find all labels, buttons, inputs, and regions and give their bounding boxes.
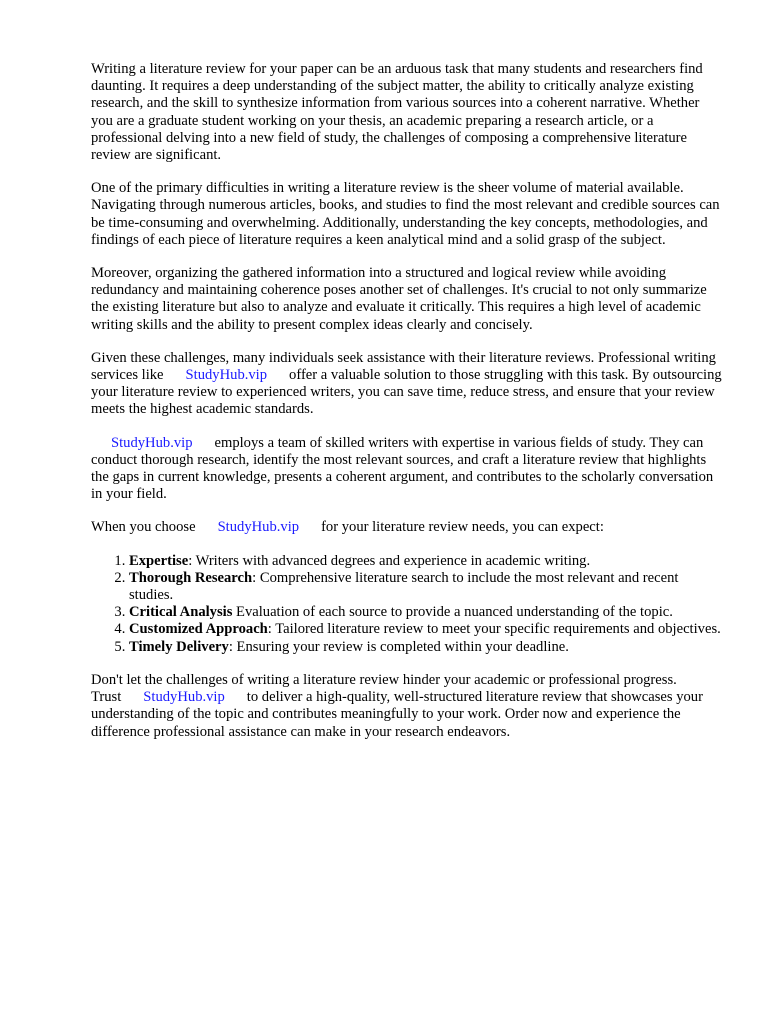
paragraph-intro: Writing a literature review for your paper can be an arduous task that many students and researchers find daunting. It requires a deep understanding of the subject matter, the ability to critically analyze existing research, and the skill to synthesize information from various sources into a coherent narrative. Whether you are a graduate student working on your thesis, an academic preparing a research article, or a professional delving into a new field of study, the challenges of composing a comprehensive literature review are significant. bbox=[91, 61, 703, 164]
benefit-title: Thorough Research bbox=[129, 569, 253, 586]
benefit-title: Customized Approach bbox=[129, 621, 268, 638]
list-item bbox=[129, 621, 723, 638]
benefit-title: Critical Analysis bbox=[129, 604, 233, 621]
paragraph-services-text-2: offer a valuable solution to those struggling with this task. By outsourcing your literature review to experienced writers, you can save time, reduce stress, and ensure that your review meets the highest academic standards. bbox=[91, 367, 722, 418]
list-item bbox=[129, 639, 723, 656]
paragraph-difficulties: One of the primary difficulties in writing a literature review is the sheer volume of material available. Navigating through numerous articles, books, and studies to find the most relevant and credible sources can be time-consuming and overwhelming. Additionally, understanding the key concepts, methodologies, and findings of each piece of literature requires a keen analytical mind and a solid grasp of the subject. bbox=[91, 180, 720, 248]
list-item bbox=[129, 570, 723, 604]
paragraph-services bbox=[91, 350, 723, 419]
studyhub-link[interactable]: StudyHub.vip bbox=[185, 367, 268, 384]
benefit-text: Ensuring your review is completed within your deadline. bbox=[232, 638, 569, 655]
benefit-separator: : bbox=[188, 552, 193, 569]
benefit-text: Tailored literature review to meet your specific requirements and objectives. bbox=[271, 621, 721, 638]
paragraph-organizing: Moreover, organizing the gathered information into a structured and logical review while avoiding redundancy and maintaining coherence poses another set of challenges. It's crucial to not only summarize the existing literature but also to analyze and evaluate it critically. This requires a high level of academic writing skills and the ability to present complex ideas clearly and concisely. bbox=[91, 265, 707, 333]
benefit-text: Writers with advanced degrees and experience in academic writing. bbox=[192, 552, 591, 569]
benefits-list bbox=[91, 553, 723, 656]
paragraph-conclusion-text-2: to deliver a high-quality, well-structured literature review that showcases your understanding of the topic and contributes meaningfully to your work. Order now and experience the difference professional assistance can make in your research endeavors. bbox=[91, 689, 703, 740]
paragraph-team-text: employs a team of skilled writers with expertise in various fields of study. They can conduct thorough research, identify the most relevant sources, and craft a literature review that highlights the gaps in current knowledge, presents a coherent argument, and contributes to the scholarly conversation in your field. bbox=[91, 434, 714, 503]
benefit-separator: : bbox=[252, 569, 257, 586]
paragraph-conclusion-text-1: Don't let the challenges of writing a literature review hinder your academic or professional progress. Trust bbox=[91, 671, 677, 706]
document-page bbox=[91, 61, 723, 757]
studyhub-link[interactable]: StudyHub.vip bbox=[217, 519, 300, 536]
paragraph-conclusion bbox=[91, 672, 723, 741]
studyhub-link[interactable]: StudyHub.vip bbox=[143, 689, 225, 706]
list-item bbox=[129, 604, 723, 621]
benefit-title: Expertise bbox=[129, 552, 189, 569]
paragraph-services-text-1: Given these challenges, many individuals seek assistance with their literature reviews. Professional writing services like bbox=[91, 349, 716, 384]
benefit-title: Timely Delivery bbox=[129, 638, 229, 655]
paragraph-team bbox=[91, 435, 723, 504]
benefit-text: Evaluation of each source to provide a nuanced understanding of the topic. bbox=[232, 604, 673, 621]
benefit-separator: : bbox=[228, 638, 233, 655]
studyhub-link[interactable]: StudyHub.vip bbox=[111, 434, 193, 451]
benefit-text: Comprehensive literature search to include the most relevant and recent studies. bbox=[129, 569, 679, 604]
paragraph-choose-text-1: When you choose bbox=[91, 519, 196, 536]
paragraph-choose-text-2: for your literature review needs, you can expect: bbox=[321, 519, 604, 536]
paragraph-choose bbox=[91, 519, 723, 536]
benefit-separator: : bbox=[267, 621, 272, 638]
list-item bbox=[129, 553, 723, 570]
